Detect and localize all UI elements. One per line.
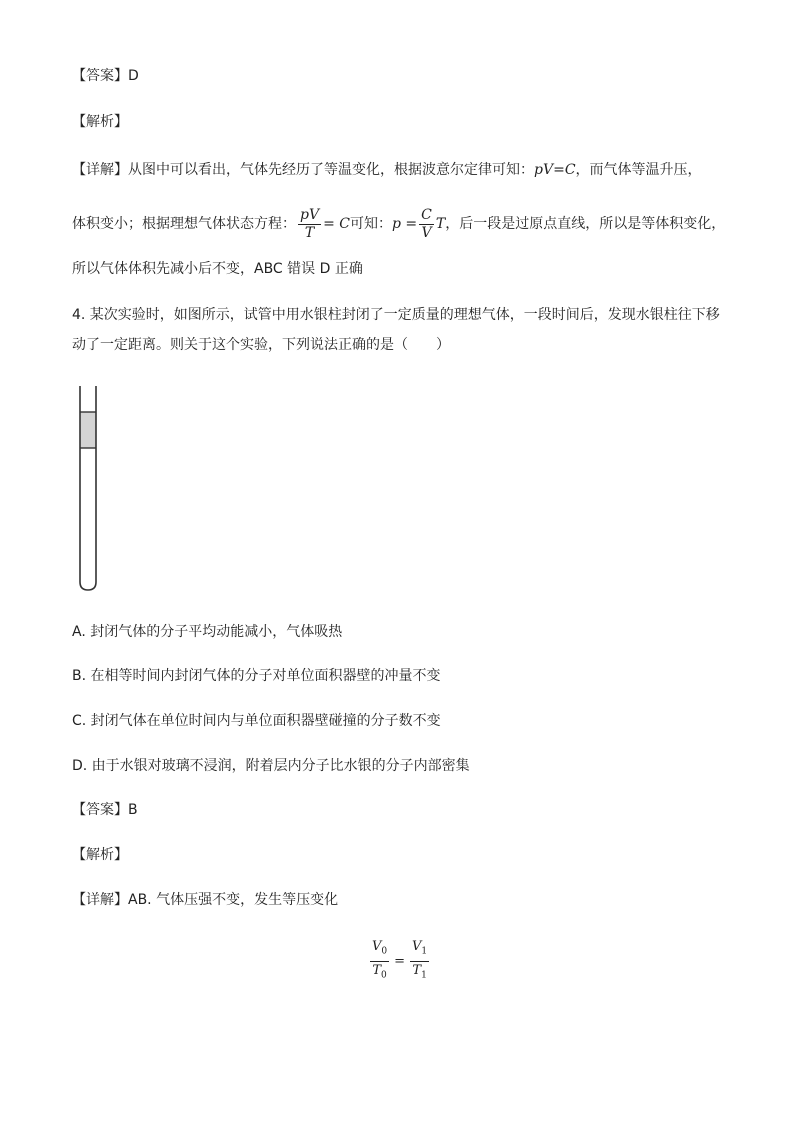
fraction-v0-over-t0 — [370, 938, 389, 984]
detail-lead-2: 体积变小；根据理想气体状态方程： — [72, 216, 296, 232]
analysis-tag: 【解析】 — [72, 847, 128, 863]
fraction-denominator: V — [421, 224, 432, 241]
answer-value: B — [128, 802, 138, 818]
option-c-text: C. 封闭气体在单位时间内与单位面积器壁碰撞的分子数不变 — [72, 713, 441, 729]
analysis-heading-2 — [72, 845, 128, 865]
question-text-1: 4. 某次实验时，如图所示，试管中用水银柱封闭了一定质量的理想气体，一段时间后，发现水银柱往下移 — [72, 307, 720, 323]
fraction-c-over-v — [419, 207, 434, 242]
detail-tag: 【详解】 — [72, 162, 128, 178]
detail-line-4 — [72, 890, 338, 910]
p-equals: p = — [391, 216, 418, 232]
fraction-numerator — [410, 938, 429, 962]
formula-v: V — [542, 162, 554, 178]
detail-tag: 【详解】 — [72, 892, 128, 908]
mercury-column — [81, 412, 96, 448]
fraction-denominator — [410, 962, 429, 985]
fraction-denominator — [370, 962, 389, 985]
subscript: 1 — [421, 970, 427, 981]
test-tube-diagram — [72, 384, 106, 596]
fraction-denominator: T — [304, 224, 315, 241]
subscript: 0 — [381, 970, 387, 981]
detail-tail-1: ，而气体等温升压， — [575, 162, 702, 178]
equals-sign: = — [394, 953, 406, 969]
t-symbol: T — [412, 962, 422, 978]
answer-tag: 【答案】 — [72, 802, 128, 818]
option-d — [72, 756, 470, 776]
gay-lussac-equation — [368, 938, 431, 984]
detail-line-1 — [72, 160, 702, 180]
v-symbol: V — [412, 939, 422, 954]
detail-text-4: AB. 气体压强不变，发生等压变化 — [128, 892, 339, 908]
v-symbol: V — [372, 939, 382, 954]
formula-t: T — [435, 216, 446, 232]
detail-line-2 — [72, 204, 725, 244]
t-symbol: T — [372, 962, 382, 978]
fraction-v1-over-t1 — [410, 938, 429, 984]
detail-text-3: 所以气体体积先减小后不变，ABC 错误 D 正确 — [72, 261, 363, 277]
analysis-tag: 【解析】 — [72, 114, 128, 130]
detail-text-1: 从图中可以看出，气体先经历了等温变化，根据波意尔定律可知： — [128, 162, 534, 178]
option-b — [72, 666, 441, 686]
option-a — [72, 622, 342, 642]
question-line-1 — [72, 305, 720, 325]
formula-eq: = — [553, 162, 565, 178]
fraction-numerator: C — [421, 206, 432, 223]
detail-line-3 — [72, 259, 363, 279]
subscript: 1 — [421, 946, 428, 957]
question-line-2 — [72, 335, 450, 355]
formula-p: p — [534, 162, 543, 178]
option-b-text: B. 在相等时间内封闭气体的分子对单位面积器壁的冲量不变 — [72, 668, 441, 684]
option-a-text: A. 封闭气体的分子平均动能减小，气体吸热 — [72, 624, 343, 640]
detail-tail-2: ，后一段是过原点直线，所以是等体积变化， — [445, 216, 726, 232]
answer-tag: 【答案】 — [72, 68, 128, 84]
subscript: 0 — [381, 946, 388, 957]
equals-c: = C — [323, 216, 350, 232]
detail-mid-2: 可知： — [349, 216, 392, 232]
answer-value: D — [128, 68, 139, 84]
analysis-heading-1 — [72, 112, 128, 132]
option-c — [72, 711, 441, 731]
answer-line-2 — [72, 800, 138, 820]
answer-line-1 — [72, 66, 139, 86]
formula-c: C — [564, 162, 576, 178]
option-d-text: D. 由于水银对玻璃不浸润，附着层内分子比水银的分子内部密集 — [72, 758, 470, 774]
fraction-pv-over-t — [298, 207, 321, 242]
fraction-numerator — [370, 938, 389, 962]
fraction-numerator: pV — [300, 206, 320, 223]
question-text-2: 动了一定距离。则关于这个实验，下列说法正确的是（ ） — [72, 337, 450, 353]
